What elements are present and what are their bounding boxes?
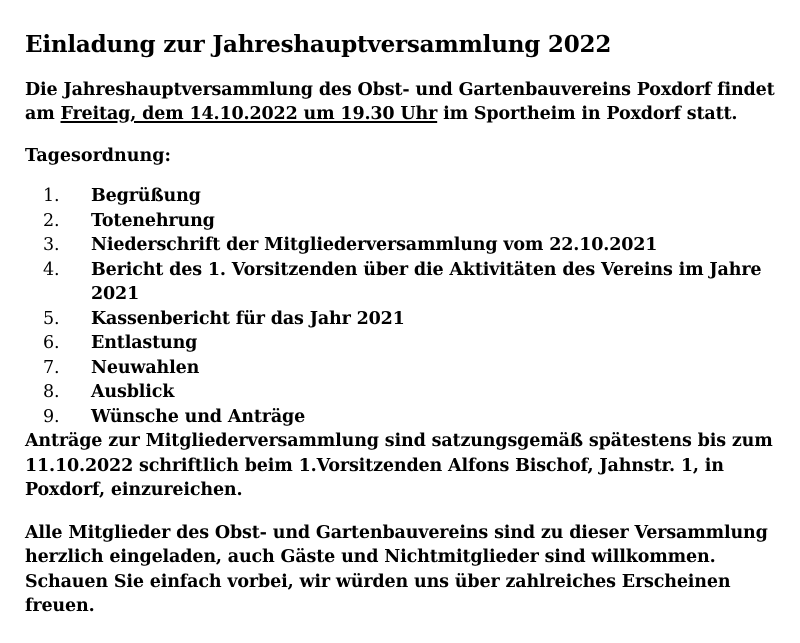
intro-text-after: im Sportheim in Poxdorf statt. xyxy=(437,104,738,124)
motions-paragraph: Anträge zur Mitgliederversammlung sind satzungsgemäß spätestens bis zum 11.10.2022 schriftlich beim 1.Vorsitzenden Alfons Bischof, Jahnstr. 1, in Poxdorf, einzureichen. xyxy=(25,431,773,500)
intro-text-before: Die Jahreshauptversammlung des Obst- und Gartenbauvereins Poxdorf findet am xyxy=(25,80,775,124)
agenda-item-number: 6. xyxy=(43,333,60,353)
agenda-item-text: Bericht des 1. Vorsitzenden über die Aktivitäten des Vereins im Jahre 2021 xyxy=(91,259,762,304)
closing-paragraph: Alle Mitglieder des Obst- und Gartenbauvereins sind zu dieser Versammlung herzlich eingeladen, auch Gäste und Nichtmitglieder sind willkommen. Schauen Sie einfach vorbei, wir würden uns über zahlreiches Erscheinen freuen. xyxy=(25,522,768,616)
agenda-item xyxy=(25,356,780,381)
agenda-item-number: 9. xyxy=(43,406,60,427)
agenda-item-number: 3. xyxy=(43,235,60,255)
agenda-item xyxy=(25,331,780,356)
document-title: Einladung zur Jahreshauptversammlung 2022 xyxy=(25,31,612,58)
agenda-item-number: 8. xyxy=(43,382,60,402)
agenda-item xyxy=(25,184,780,209)
agenda-item-text: Ausblick xyxy=(91,382,175,402)
agenda-item-text: Entlastung xyxy=(91,333,198,353)
agenda-item-number: 5. xyxy=(43,308,60,329)
agenda-item xyxy=(25,258,780,307)
agenda-item xyxy=(25,233,780,258)
agenda-item-number: 4. xyxy=(43,259,60,280)
agenda-item-number: 1. xyxy=(43,186,60,206)
agenda-list xyxy=(25,184,780,429)
agenda-item-text: Neuwahlen xyxy=(91,357,200,378)
meeting-date: Freitag, dem 14.10.2022 um 19.30 Uhr xyxy=(60,104,438,124)
agenda-item-text: Kassenbericht für das Jahr 2021 xyxy=(91,308,405,329)
agenda-heading: Tagesordnung: xyxy=(25,146,171,166)
agenda-item-number: 7. xyxy=(43,357,60,378)
agenda-item xyxy=(25,209,780,234)
agenda-item-text: Wünsche und Anträge xyxy=(91,406,306,427)
agenda-item-text: Niederschrift der Mitgliederversammlung vom 22.10.2021 xyxy=(91,235,658,255)
intro-paragraph xyxy=(25,78,780,126)
agenda-item xyxy=(25,307,780,332)
agenda-item-number: 2. xyxy=(43,210,60,231)
agenda-item xyxy=(25,405,780,430)
agenda-item-text: Totenehrung xyxy=(91,210,215,231)
agenda-item-text: Begrüßung xyxy=(91,186,201,206)
agenda-item xyxy=(25,380,780,405)
